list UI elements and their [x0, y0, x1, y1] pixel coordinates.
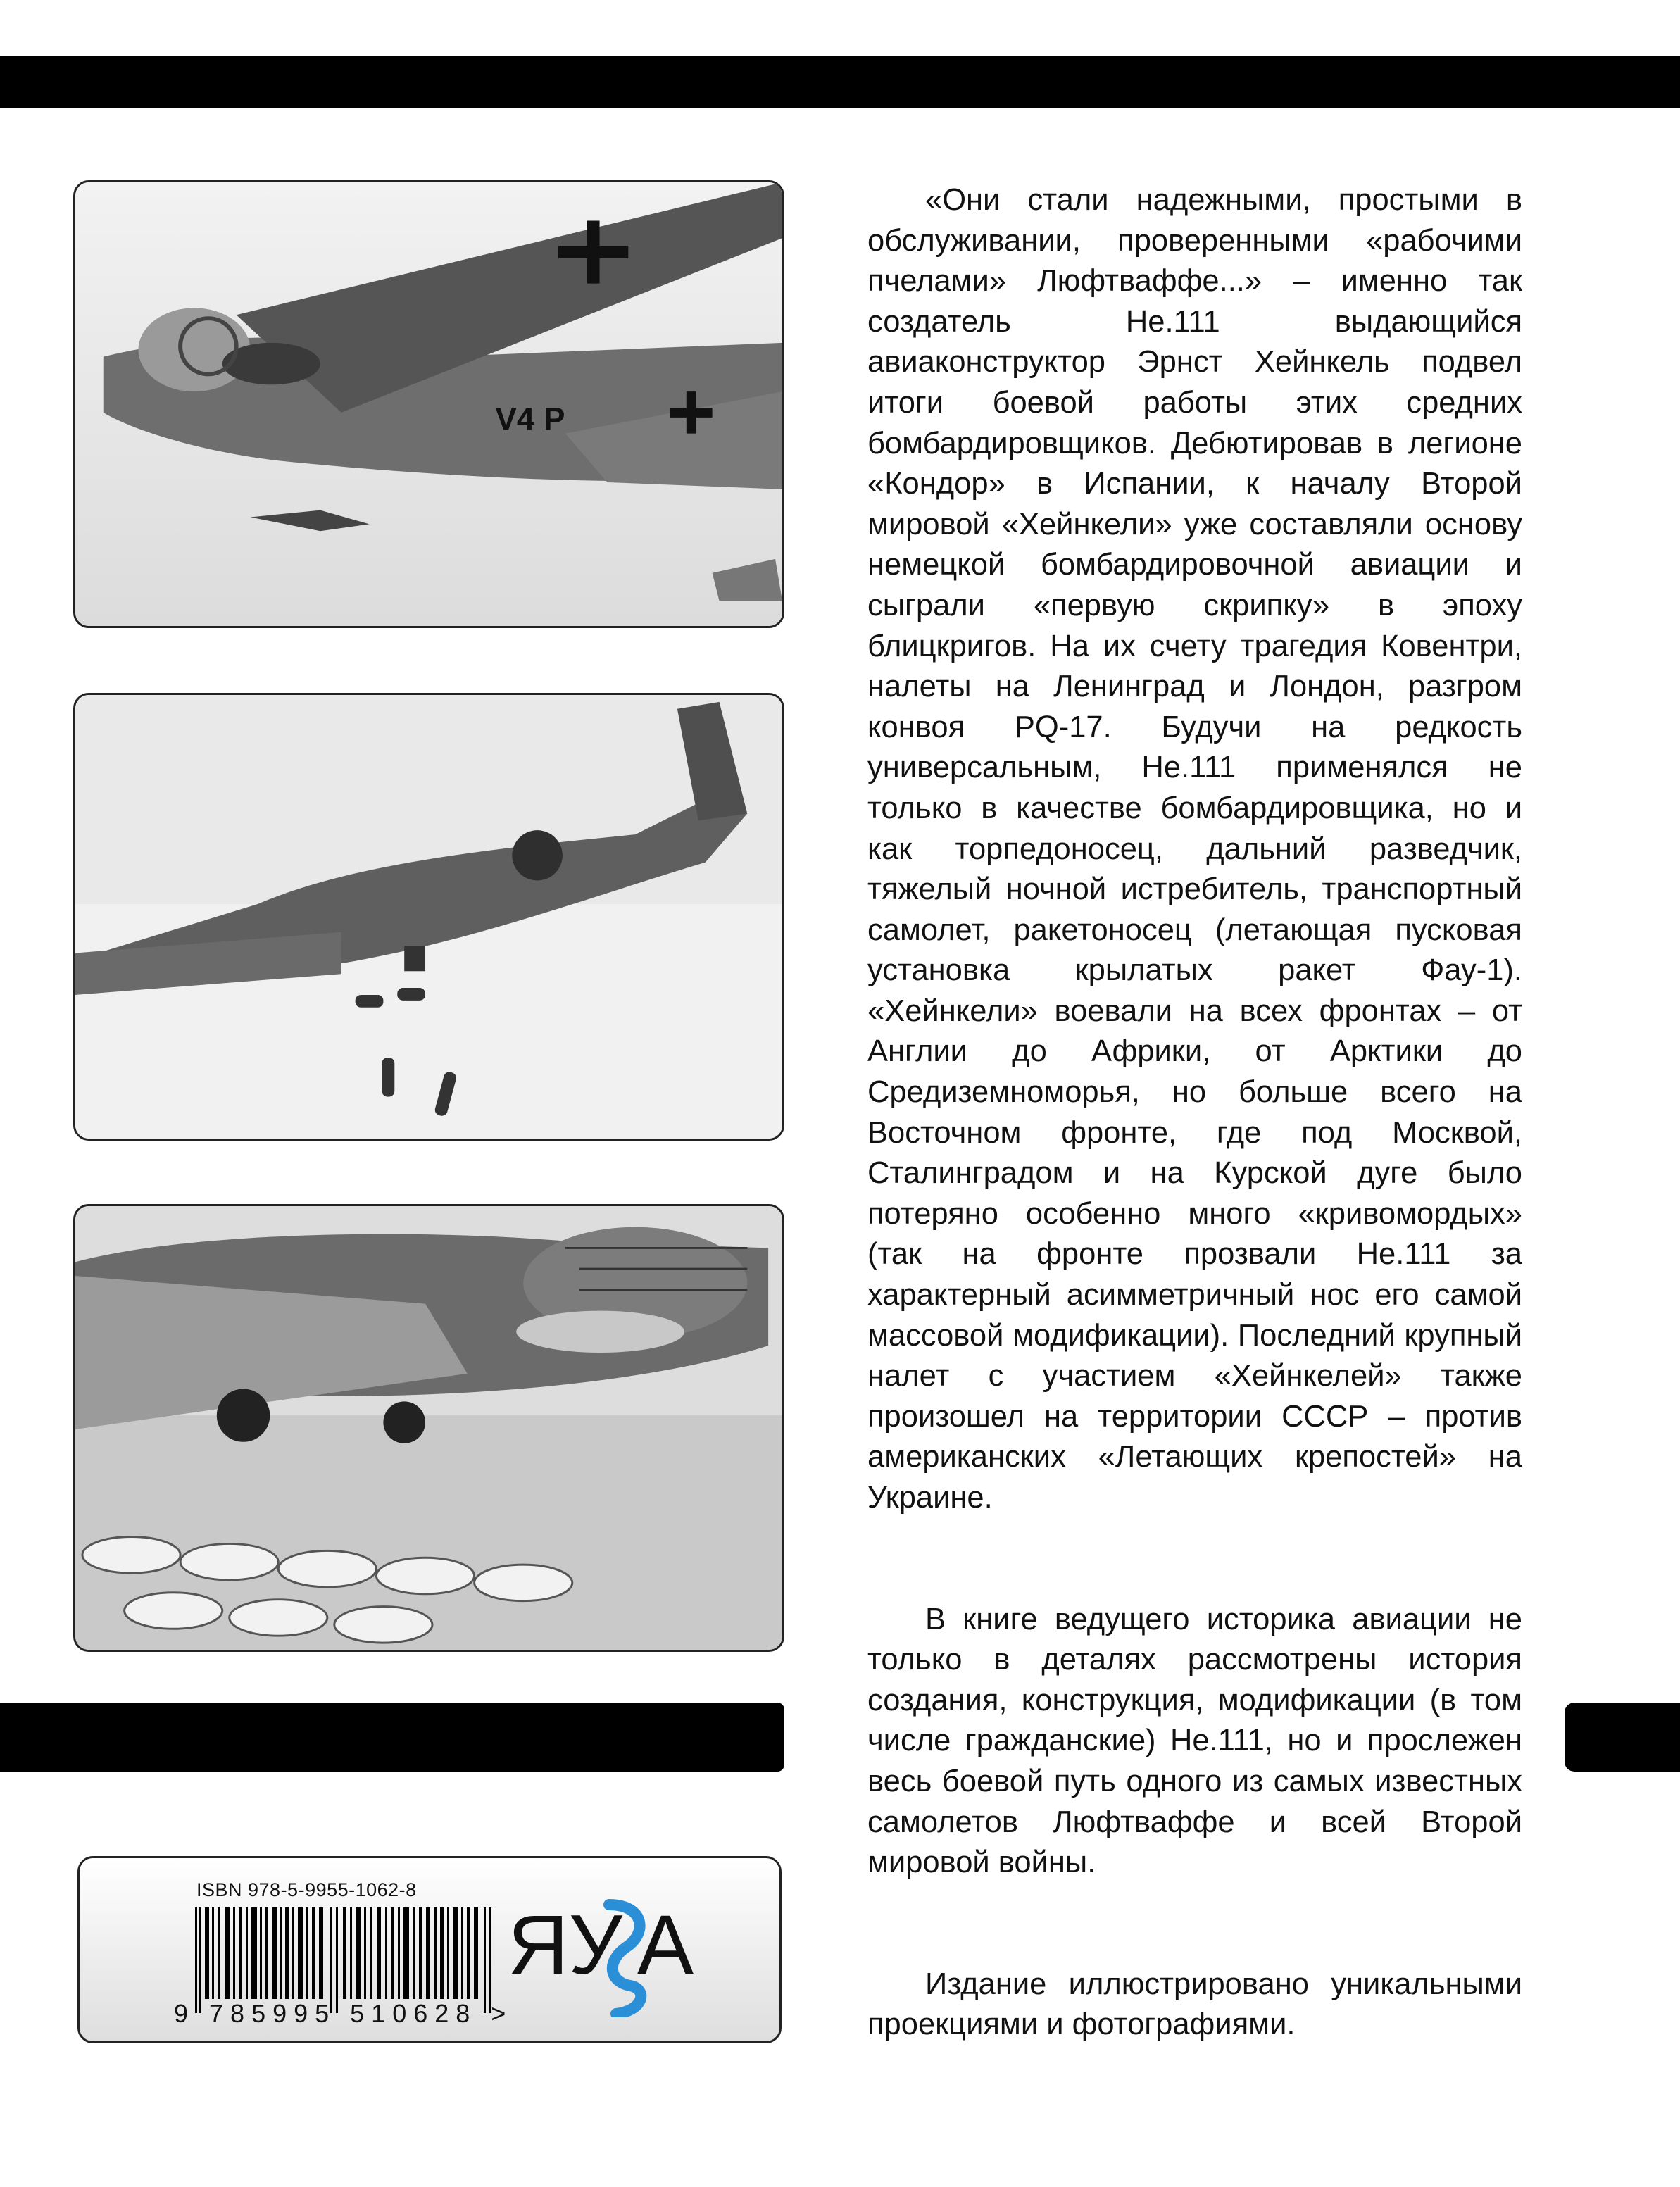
isbn-digits: 9 785995 510628 >	[174, 1999, 513, 2028]
isbn-label: ISBN 978-5-9955-1062-8	[196, 1879, 417, 1900]
middle-black-bar	[0, 1703, 784, 1772]
barcode	[192, 1907, 495, 2013]
isbn-box	[77, 1856, 782, 2043]
back-cover-blurb	[867, 180, 1522, 2045]
photo-bomber-dropping-bombs-image	[75, 695, 782, 1139]
blurb-paragraph-3: Издание иллюстрировано уникальными проекциями и фотографиями.	[867, 1967, 1522, 2042]
publisher-logo	[503, 1891, 715, 2017]
logo-text-left: ЯУ	[508, 1898, 622, 1992]
fuselage-code: V4 P	[495, 401, 565, 437]
blurb-paragraph-1: «Они стали надежными, простыми в обслуживании, проверенными «рабочими пчелами» Люфтваффе...» – именно так создатель Не.111 выдающийся авиаконструктор Эрнст Хейнкель подвел итоги боевой работы этих средних бомбардировщиков. Дебютировав в легионе «Кондор» в Испании, к началу Второй мировой «Хейнкели» уже составляли основу немецкой бомбардировочной авиации и сыграли «первую скрипку» в эпоху блицкригов. На их счету трагедия Ковентри, налеты на Ленинград и Лондон, разгром конвоя PQ-17. Будучи на редкость универсальным, Не.111 применялся не только в качестве бомбардировщика, но и как торпедоносец, дальний разведчик, тяжелый ночной истребитель, транспортный самолет, ракетоносец (летающая пусковая установка крылатых ракет Фау-1). «Хейнкели» воевали на всех фронтах – от Англии до Африки, от Арктики до Средиземноморья, но больше всего на Восточном фронте, где под Москвой, Сталинградом и на Курской дуге было потеряно особенно много «кривомордых» (так на фронте прозвали Не.111 за характерный асимметричный нос его самой массовой модификации). Последний крупный налет с участием «Хейнкелей» также произошел на территории СССР – против американских «Летающих крепостей» на Украине.	[867, 183, 1522, 1515]
blurb-paragraph-2: В книге ведущего историка авиации не только в деталях рассмотрены история создания, конструкция, модификации (в том числе гражданские) Не.111, но и прослежен весь боевой путь одного из самых известных самолетов Люфтваффе и всей Второй мировой войны.	[867, 1602, 1522, 1880]
yauza-logo-icon	[503, 1891, 715, 2017]
photo-bomber-dropping-bombs	[73, 693, 784, 1141]
side-black-tab	[1565, 1703, 1680, 1772]
photo-bomber-on-airfield-image	[75, 1206, 782, 1650]
photo-bomber-in-flight	[73, 180, 784, 628]
logo-text-right: А	[637, 1898, 694, 1992]
photo-bomber-in-flight-image	[75, 182, 782, 626]
photo-bomber-on-airfield	[73, 1204, 784, 1652]
top-black-bar	[0, 56, 1680, 108]
barcode-bars	[192, 1907, 495, 2013]
